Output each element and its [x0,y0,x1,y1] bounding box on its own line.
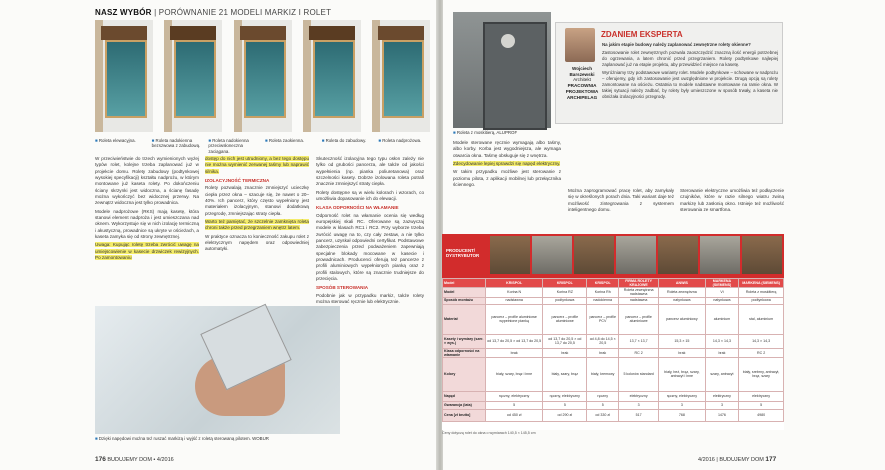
paragraph-highlighted: Warto też pamiętać, że szczelnie zamknięta roleta chroni także przed przegrzaniem wnętrz latem. [205,218,309,231]
table-cell: 1476 [705,409,739,421]
page-footer-right: 4/2016 | BUDUJEMY DOM 177 [698,456,777,463]
table-cell: natynkowa [705,297,739,304]
table-row [443,304,784,334]
product-photo-4 [303,20,361,132]
table-cell: stal, aluminium [739,304,784,334]
comparison-table [442,234,784,430]
table-cell: 3 [619,401,659,409]
expert-role: Architekt [573,77,591,83]
table-photo [490,236,530,274]
paragraph: W takim przypadku możliwe jest sterowanie z poziomu pilota, z aplikacji mobilnej lub przełącznika ściennego. [453,169,561,187]
page-number: 176 [95,456,106,463]
table-cell: pancerz aluminiowy [659,304,706,334]
paragraph-highlighted: dostęp do nich jest utrudniony, a bez tego dostępu nie można wymienić zerwanej taśmy lub naprawić silnika. [205,156,309,174]
table-grid [442,278,784,422]
product-photo-row [95,20,430,138]
remote-control-photo [95,306,340,434]
table-cell: podtynkowa [739,297,784,304]
table-row [443,334,784,348]
page-footer-left: 176 BUDUJEMY DOM • 4/2016 [95,456,174,463]
paragraph: Rolety dostępne są w wielu kolorach i wzorach, co umożliwia dopasowanie ich do elewacji. [316,189,424,201]
table-row [443,391,784,401]
expert-text [602,42,778,101]
table-cell: nadstawna [619,297,659,304]
table-row-label: Napęd [443,391,486,401]
table-cell: biały, beż, brąz, szary, antracyt i inne [659,357,706,391]
table-cell: biały, kremowy [587,357,619,391]
table-cell: 14,3 × 14,3 [739,334,784,348]
subheading: SPOSÓB STEROWANIA [316,285,369,291]
table-cell: brak [587,348,619,357]
table-header-cell: ANWIS [659,279,706,288]
photo-caption: ■ Roleta nadokienna bezszwowa z zabudową. [151,138,201,149]
table-cell: aluminium [705,304,739,334]
paragraph: Sterowanie elektryczne umożliwia też podłączenie czujników, które w razie silnego wiatru zwiną markizę lub zasłonią okno. Istnieje też możliwość sterowania ze smartfona. [680,188,784,212]
table-cell: biały, srebrny, antracyt, brąz, szary [739,357,784,391]
table-row-label: Klasa odporności na włamanie [443,348,486,357]
paragraph: Rolety pozwalają znacznie zmniejszyć ucieczkę ciepła przez okna – szacuje się, że nawet o 20–40%. Ich pancerz, który często wypełniony jest materiałem izolacyjnym, stanowi dodatkową przegrodę, zmniejszając straty ciepła. [205,185,309,216]
table-note: Ceny dotyczą rolet do okna o wymiarach 140,5 × 145,5 cm [442,431,536,435]
table-header-row [443,279,784,288]
table-photo [574,236,614,274]
table-cell: od 330 zł [587,409,619,421]
table-cell: 3 [705,401,739,409]
photo-caption: ■ Roleta elewacyjna. [95,138,136,143]
subheading: IZOLACYJNOŚĆ TERMICZNA [205,177,270,183]
paragraph-highlighted: Uwaga: Kupując roletę trzeba zwrócić uwagę na umiejscowienie w kasecie drzwiczek rewizyjnych. Po zamontowaniu [95,242,199,260]
table-cell: elektryczny [705,391,739,401]
page-number: 177 [765,456,777,463]
table-product-photos [490,236,782,274]
table-cell: Roleta zewnętrzna nadstawna [619,288,659,297]
table-cell: 14,3 × 14,3 [705,334,739,348]
paragraph: Modele nadprożowe (RKS) mają kasetę, która stanowi element nadproża i jest umieszczana nad oknem. Wykorzystuje się w nich izolację termiczną i akustyczną, prowadnice są ukryte w ościeżach, a kaseta zamyka się od strony zewnętrznej. [95,208,199,239]
table-row [443,357,784,391]
table-cell: Roleta z moskitierą [739,288,784,297]
product-photo-5 [372,20,430,132]
table-cell: ręczny, elektryczny [543,391,587,401]
issue-number: 4/2016 [156,457,174,463]
table-cell: elektryczny [739,391,784,401]
expert-question: Na jakim etapie budowy należy zaplanować zewnętrzne rolety okienne? [602,42,751,47]
product-photo-2 [164,20,222,132]
table-header-band [442,234,784,278]
table-header-cell: FIRMA ROLETY KRAJOWE [619,279,659,288]
table-cell: podtynkowa [543,297,587,304]
table-cell: Korina N [486,288,543,297]
paragraph: Modele sterowane ręcznie wymagają albo taśmy, albo korby. Korba jest wygodniejsza, ale wymaga otwarcia okna. Taśmę obsługuje się z wnętrza. [453,140,561,158]
right-text-column-2 [568,188,674,215]
product-photo-3 [234,20,292,132]
table-cell: 5 [543,401,587,409]
expert-title: ZDANIEM EKSPERTA [601,30,683,39]
table-cell: natynkowa [659,297,706,304]
table-cell: pancerz – profile aluminiowe [543,304,587,334]
right-text-column-1 [453,140,561,190]
expert-answer: Wyróżniamy trzy podstawowe warianty rolet. Modele podtynkowe – schowane w nadprożu – oferujemy, gdy ich zastosowanie jest uwzględnione w projekcie. Drugą opcją są rolety zamontowane na ościeżu. Ostatnia to modele nadstawne montowane na ramie okna. W takiej sytuacji należy zadbać, by rolety były umieszczone w sposób trwały, a kaseta nie obniżała izolacyjności przegrody. [602,69,778,99]
table-cell: 5 [739,401,784,409]
photo-caption: ■ Dzięki napędowi można też ruszać markizą i wyjść z roletą sterowaną pilotem. WOBUR [95,436,269,441]
table-cell: od 450 zł [486,409,543,421]
section-subtitle: | PORÓWNANIE 21 MODELI MARKIZ I ROLET [154,8,332,17]
text-column-3 [316,156,424,307]
expert-name-block [563,66,601,100]
table-cell: pancerz – profile aluminiowe wypełnione pianką [486,304,543,334]
table-row [443,401,784,409]
paragraph: Skuteczność izolacyjna tego typu osłon zależy nie tylko od grubości pancerza, ale także od jakości wypełnienia (np. pianka poliuretanowa) oraz szczelności kasety. Dobrze izolowana roleta potrafi znacznie zmniejszyć straty ciepła. [316,156,424,187]
table-cell: od 13,7 do 20,5 × od 13,7 do 20,5 [486,334,543,348]
section-header [95,8,331,17]
table-cell: Roleta zewnętrzna [659,288,706,297]
section-title: NASZ WYBÓR [95,8,152,17]
table-cell: 4980 [739,409,784,421]
table-row-label: Cena [zł brutto] [443,409,486,421]
left-page [0,0,437,470]
table-row-label: Sposób montażu [443,297,486,304]
table-cell: biały, szary, brąz i inne [486,357,543,391]
table-header-cell: KRISPOL [543,279,587,288]
roller-shutter-photo [453,12,551,128]
expert-company: PRACOWNIA PROJEKTOWA ARCHIPELAG [565,83,599,100]
paragraph: W praktyce oznacza to konieczność zakupu rolet z elektrycznym napędem oraz odpowiedniej automatyki. [205,233,309,252]
table-header-cell: KRISPOL [486,279,543,288]
table-row-label: Kasety i wymiary (szer. × wys.) [443,334,486,348]
table-row-label: Gwarancja (lata) [443,401,486,409]
table-header-cell: MARKENA (SIEMENS) [705,279,739,288]
right-text-column-3 [680,188,784,215]
table-cell: 3 [659,401,706,409]
table-row-label: Model [443,288,486,297]
table-photo [532,236,572,274]
table-cell: ręczny [587,391,619,401]
table-header-cell: Model [443,279,486,288]
photo-caption: ■ Roleta nadokienna przeciwsłoneczna zaciągana. [208,138,249,154]
photo-caption: ■ Roleta nadprożowa. [378,138,422,143]
table-cell: Vi [705,288,739,297]
table-cell: 5 kolorów standard [619,357,659,391]
paragraph-highlighted: Zdecydowanie lepiej sprawdzi się napęd elektryczny. [453,160,561,166]
paragraph: Podobnie jak w przypadku markiz, także rolety można sterować ręcznie lub elektrycznie. [316,292,424,304]
photo-caption: ■ Roleta z moskitierą, ALUPROF [453,130,518,135]
expert-name: Wojciech Barszewski [569,66,595,77]
table-cell: nadstawna [486,297,543,304]
table-cell: 15,3 × 15 [659,334,706,348]
table-photo [742,236,782,274]
table-cell: biały, szary, brąz [543,357,587,391]
table-cell: Korina RZ [543,288,587,297]
paragraph: W przeciwieństwie do trzech wymienionych wyżej typów rolet, kolejne trzeba zaplanować już w projekcie domu. Rolety zabudowy (podtynkowej wysokiej specyfikacji) kształtu nadprożu, w którym montowane już kaseta rolety. Po dokończeniu ściany skrzynki jest widoczna, a ścianę fasadę można wykończyć bez widocznej przerwy. Na zewnątrz widoczna jest tylko prowadnica. [95,156,199,206]
table-photo [616,236,656,274]
table-photo [700,236,740,274]
table-title: PRODUCENT/ DYSTRYBUTOR [446,248,480,259]
table-row [443,409,784,421]
table-row-label: Materiał [443,304,486,334]
table-cell: ręczny, elektryczny [486,391,543,401]
table-header-cell: MARKENA (SIEMENS) [739,279,784,288]
table-cell: brak [543,348,587,357]
table-cell: RC 2 [619,348,659,357]
table-header-cell: KRISPOL [587,279,619,288]
paragraph: Odporność rolet na włamanie ocenia się według europejskiej skali RC. Oferowane są zazwyczaj modele w klasach RC1 i RC2. Przy wyborze trzeba zwrócić uwagę na to, czy cały zestaw, a nie tylko pancerz, uzyskał odpowiedni certyfikat. Podstawowe zabezpieczenia przed podważeniem zapewniają specjalne blokady mocowane w kasecie i prowadnicach. Producenci oferują też pancerze z profili aluminiowych wypełnionych pianką oraz z profili stalowych, które są znacznie trudniejsze do przecięcia. [316,212,424,281]
magazine-name: BUDUJEMY DOM [107,457,152,463]
product-photo-1 [95,20,153,132]
table-cell: RC 2 [739,348,784,357]
table-row-label: Kolory [443,357,486,391]
subheading: KLASA ODPORNOŚCI NA WŁAMANIE [316,205,399,211]
photo-caption: ■ Roleta do zabudowy. [321,138,367,143]
table-cell: 13,7 × 13,7 [619,334,659,348]
table-cell: brak [705,348,739,357]
expert-portrait [565,28,595,62]
photo-caption-row [95,138,435,154]
table-cell: szary, antracyt [705,357,739,391]
table-cell: elektryczny [619,391,659,401]
table-cell: brak [659,348,706,357]
table-row [443,288,784,297]
magazine-name: BUDUJEMY DOM [719,457,764,463]
table-cell: 5 [486,401,543,409]
table-cell: od 290 zł [543,409,587,421]
table-cell: Korina Rh [587,288,619,297]
text-column-2 [205,156,309,255]
expert-answer: Zastosowanie rolet zewnętrznych pozwala zaoszczędzić znaczną ilość energii potrzebnej do ogrzewania, a latem chronić przed przegrzaniem. Rolety podtynkowe najlepiej zaplanować już na etapie projektu, aby przewidzieć miejsce na kasetę. [602,49,778,67]
table-cell: ręczny, elektryczny [659,391,706,401]
table-cell: brak [486,348,543,357]
table-cell: pancerz – profile aluminiowe [619,304,659,334]
table-row [443,348,784,357]
issue-number: 4/2016 [698,457,715,463]
text-column-1 [95,156,199,263]
table-cell: nadokienna [587,297,619,304]
photo-caption: ■ Roleta zaokienna. [265,138,305,143]
table-row [443,297,784,304]
table-cell: pancerz – profile PCV [587,304,619,334]
table-cell: 5 [587,401,619,409]
table-cell: od 4,8 do 14,5 × 20,5 [587,334,619,348]
table-cell: 768 [659,409,706,421]
table-cell: 517 [619,409,659,421]
table-cell: od 13,7 do 20,5 × od 13,7 do 20,5 [543,334,587,348]
paragraph: Można zaprogramować pracę rolet, aby zamykały się w określonych porach dnia. Taki wariant daje też możliwość zintegrowania z systemem inteligentnego domu. [568,188,674,212]
table-photo [658,236,698,274]
